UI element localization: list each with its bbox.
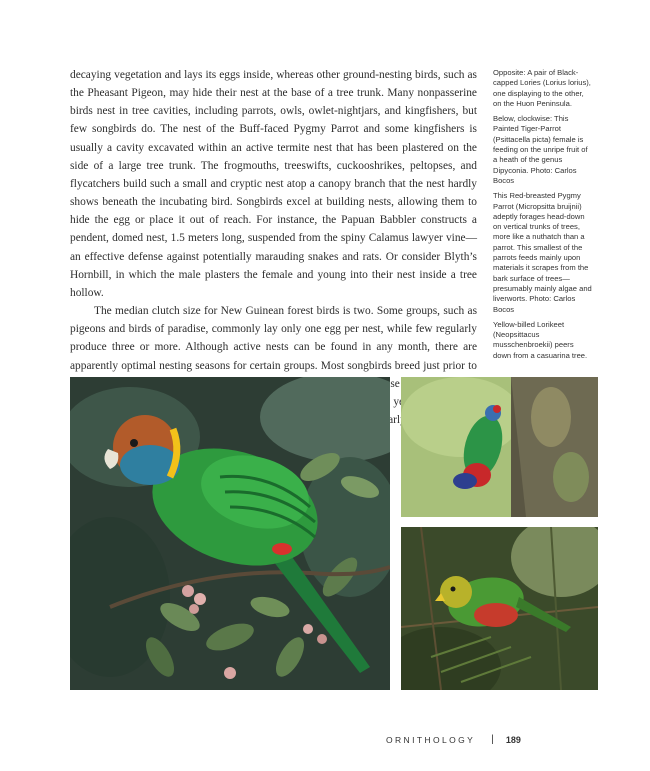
body-paragraph: The median clutch size for New Guinean forest birds is two. Some groups, such as pigeons and birds of paradise, commonly lay only one egg per nest, while few regularly produce three or more. Although active nests can be found in any month, there are apparently optimal nesting seasons for certain groups. Most songbirds breed just prior to early [70, 305, 477, 426]
caption-lorikeet: Yellow-billed Lorikeet (Neopsittacus musschenbroekii) peers down from a casuarina tree. [493, 319, 588, 360]
page-footer [386, 734, 596, 745]
page-number: 189 [505, 734, 521, 745]
pygmy-parrot-illustration [401, 377, 598, 517]
body-text [70, 66, 477, 429]
lorikeet-illustration [401, 527, 598, 690]
running-section-title: ORNITHOLOGY [386, 734, 476, 745]
caption-column [493, 68, 593, 366]
photo-lorikeet [401, 527, 598, 690]
photo-tiger-parrot [70, 377, 390, 690]
tiger-parrot-illustration [70, 377, 390, 690]
caption-pygmy-parrot: This Red-breasted Pygmy Parrot (Micropsitta bruijnii) adeptly forages head-down on vertical trunks of trees, more like a nuthatch than a parrot. This smallest of the parrots feeds mainly upon materials it scrapes from the bark surface of trees—presumably mainly algae and liverworts. Photo: Carlos Bocos [493, 191, 592, 314]
body-paragraph: decaying vegetation and lays its eggs inside, whereas other ground-nesting birds, such as the Pheasant Pigeon, may hide their nest at the base of a tree trunk. Many nonpasserine birds nest in tree cavities, including parrots, owls, owlet-nightjars, and kingfishers, but few songbirds do. The nest of the Buff-faced Pygmy Parrot and some kingfishers is usually a cavity excavated within an active termite nest that has been plastered on the side of a large tree trunk. The frogmouths, treeswifts, cuckooshrikes, peltopses, and flycatchers build such a small and cryptic nest atop a canopy branch that the nest hardly shows beneath the incubating bird. Songbirds excel at building nests, allowing them to hide the egg or place it out of reach. For instance, the Papuan Babbler constructs a pendent, domed nest, 1.5 meters long, suspended from the spiny Calamus lawyer vine—an effective defense against potentially marauding snakes and rats. Or consider Blyth’s Hornbill, in which the male plasters the female and young into their nest inside a tree hollow. [70, 69, 477, 299]
caption-tiger-parrot: Below, clockwise: This Painted Tiger-Parrot (Psittacella picta) female is feeding on the unripe fruit of a heath of the genus Dipyconia. Photo: Carlos Bocos [493, 114, 588, 185]
footer-separator: | [491, 734, 494, 745]
photo-pygmy-parrot [401, 377, 598, 517]
caption-opposite: Opposite: A pair of Black-capped Lories (Lorius lorius), one displaying to the other, on the Huon Peninsula. [493, 68, 591, 108]
